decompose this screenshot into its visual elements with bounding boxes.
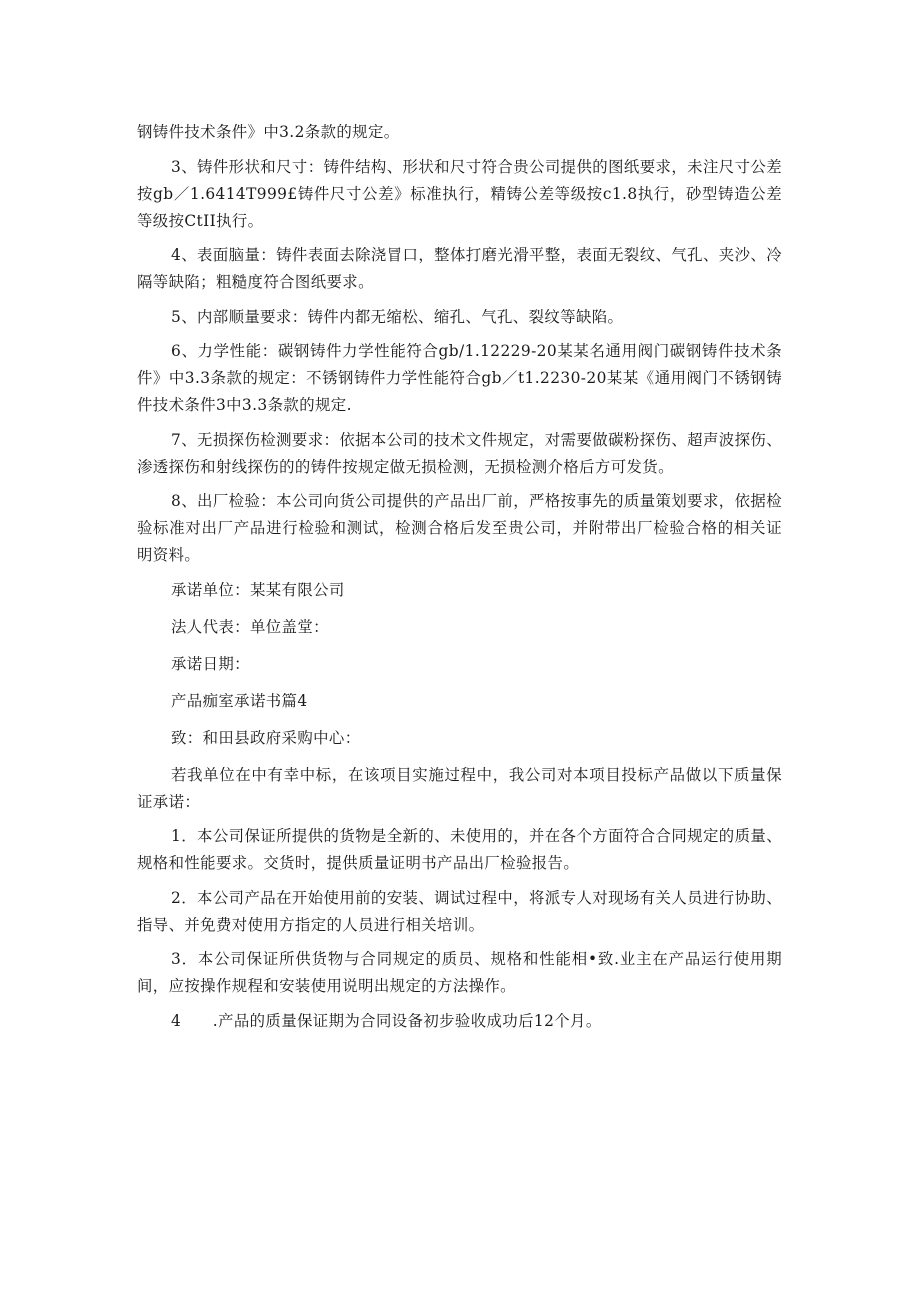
paragraph-item-5-internal-quality: 5、内部顺量要求：铸件内都无缩松、缩孔、气孔、裂纹等缺陷。 — [171, 307, 624, 326]
paragraph-item-6-mechanical-properties: 6、力学性能：碳钢铸件力学性能符合gb/1.12229-20某某名通用阀门碳钢铸件技术条件》中3.3条款的规定：不锈钢铸件力学性能符合gb／t1.2230-20某某《通用阀门不锈钢铸件技术条件3中3.3条款的规定. — [137, 342, 782, 414]
paragraph-intro-commitment: 若我单位在中有幸中标，在该项目实施过程中，我公司对本项目投标产品做以下质量保证承诺： — [137, 765, 782, 811]
paragraph-commitment-1: 1．本公司保证所提供的货物是全新的、未使用的，并在各个方面符合合同规定的质量、规格和性能要求。交货时，提供质量证明书产品出厂检验报告。 — [137, 827, 782, 872]
paragraph-continuation: 钢铸件技术条件》中3.2条款的规定。 — [137, 123, 400, 141]
document-body — [137, 119, 782, 1042]
signature-commitment-date: 承诺日期： — [171, 654, 250, 673]
paragraph-item-4-surface-quality: 4、表面脑量：铸件表面去除浇冒口，整体打磨光滑平整，表面无裂纹、气孔、夹沙、冷隔等缺陷；粗糙度符合图纸要求。 — [137, 246, 782, 291]
paragraph-commitment-4: 4 .产品的质量保证期为合同设备初步验收成功后12个月。 — [171, 1011, 602, 1030]
section-heading-chapter-4: 产品痂室承诺书篇4 — [171, 691, 308, 710]
paragraph-item-8-factory-inspection: 8、出厂检验：本公司向货公司提供的产品出厂前，严格按事先的质量策划要求，依据检验标准对出厂产品进行检验和测试，检测合格后发至贵公司，并附带出厂检验合格的相关证明资料。 — [137, 492, 782, 564]
paragraph-item-3-shape-size: 3、铸件形状和尺寸：铸件结构、形状和尺寸符合贵公司提供的图纸要求，未注尺寸公差按gb／1.6414T999£铸件尺寸公差》标准执行，精铸公差等级按c1.8执行，砂型铸造公差等级按CtII执行。 — [137, 157, 782, 230]
addressee-line: 致：和田县政府采购中心： — [171, 728, 361, 747]
signature-committing-unit: 承诺单位：某某有限公司 — [171, 580, 345, 599]
paragraph-commitment-3: 3．本公司保证所供货物与合同规定的质员、规格和性能相•致.业主在产品运行使用期间，应按操作规程和安装使用说明出规定的方法操作。 — [137, 950, 782, 995]
signature-legal-representative: 法人代表：单位盖堂： — [171, 617, 329, 636]
paragraph-item-7-ndt-requirements: 7、无损探伤检测要求：依据本公司的技术文件规定，对需要做碳粉探伤、超声波探伤、渗透探伤和射线探伤的的铸件按规定做无损检测，无损检测介格后方可发货。 — [137, 430, 782, 476]
paragraph-commitment-2: 2．本公司产品在开始使用前的安装、调试过程中，将派专人对现场有关人员进行协助、指导、并免费对使用方指定的人员进行相关培训。 — [137, 888, 782, 934]
